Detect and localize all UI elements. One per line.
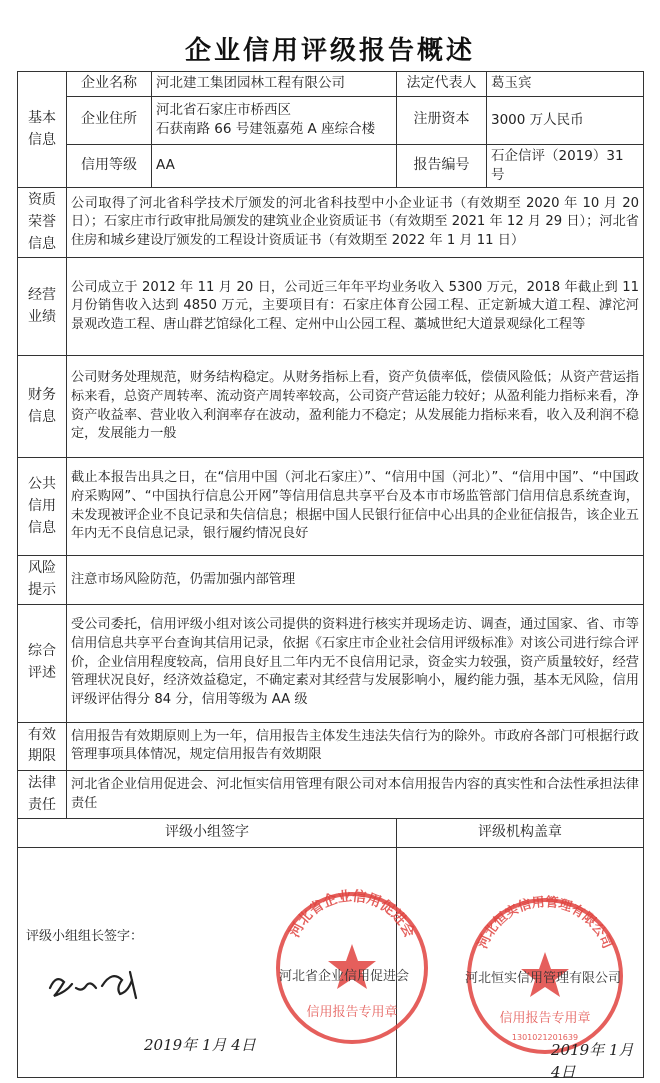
legal-text: 河北省企业信用促进会、河北恒实信用管理有限公司对本信用报告内容的真实性和合法性承担法律责任 xyxy=(67,771,644,819)
legal-rep-value: 葛玉宾 xyxy=(487,72,644,97)
basic-row-name xyxy=(18,72,644,97)
legal-row xyxy=(18,771,644,819)
section-risk: 风险提示 xyxy=(18,556,67,604)
rating-agency-seal-header: 评级机构盖章 xyxy=(397,819,644,848)
validity-row xyxy=(18,722,644,770)
rating-team-signature-header: 评级小组签字 xyxy=(18,819,397,848)
address-line-2: 石获南路 66 号建瓴嘉苑 A 座综合楼 xyxy=(156,121,376,138)
honors-row xyxy=(18,188,644,258)
risk-text: 注意市场风险防范，仍需加强内部管理 xyxy=(67,556,644,604)
company-name-label: 企业名称 xyxy=(67,72,152,97)
org2-name: 河北恒实信用管理有限公司 xyxy=(465,971,622,987)
grade-label: 信用等级 xyxy=(67,144,152,187)
section-validity: 有效期限 xyxy=(18,722,67,770)
capital-value: 3000 万人民币 xyxy=(487,96,644,144)
section-basic: 基本信息 xyxy=(18,72,67,188)
signature-row xyxy=(18,848,644,1078)
page-title: 企业信用评级报告概述 xyxy=(184,36,475,66)
report-table xyxy=(17,71,644,1081)
section-finance: 财务信息 xyxy=(18,356,67,458)
stamp2-code: 1301021201639 xyxy=(511,1033,579,1043)
capital-label: 注册资本 xyxy=(397,96,487,144)
section-public: 公共信用信息 xyxy=(18,458,67,556)
finance-row xyxy=(18,356,644,458)
comprehensive-text: 受公司委托，信用评级小组对该公司提供的资料进行核实并现场走访、调查，通过国家、省、市等信用信息共享平台查询其信用记录，依据《石家庄市企业社会信用评级标准》对该公司进行综合评价，企业信用程度较高，信用良好且二年内无不良信用记录，资金实力较强，资产质量较好，经营管理状况良好，经济效益稳定，不确定素对其经营与发展影响小，履约能力强，基本无风险，信用评级评估得分 84 分，信用等级为 AA 级 xyxy=(67,604,644,722)
signature-header-row xyxy=(18,819,644,848)
right-signature-date: 2019年 1月4日 xyxy=(551,1041,634,1081)
performance-text: 公司成立于 2012 年 11 月 20 日，公司近三年年平均业务收入 5300 万元，2018 年截止到 11 月份销售收入达到 4850 万元，主要项目有：石家庄体育公园工程、正定新城大道工程、滹沱河景观改造工程、唐山群艺馆绿化工程、定州中山公园工程、藁城世纪大道景观绿化工程等 xyxy=(67,258,644,356)
honors-text: 公司取得了河北省科学技术厅颁发的河北省科技型中小企业证书（有效期至 2020 年 10 月 20 日）；石家庄市行政审批局颁发的建筑业企业资质证书（有效期至 2021 年 12 月 29 日）；河北省住房和城乡建设厅颁发的工程设计资质证书（有效期至 2022 年 1 月 11 日） xyxy=(67,188,644,258)
report-number-label: 报告编号 xyxy=(397,144,487,187)
public-row xyxy=(18,458,644,556)
section-performance: 经营业绩 xyxy=(18,258,67,356)
handwritten-signature xyxy=(44,958,154,1008)
signature-left-cell xyxy=(18,848,418,1078)
address-line-1: 河北省石家庄市桥西区 xyxy=(156,102,291,119)
stamp1-arc-text: 河北省企业信用促进会 xyxy=(286,888,418,941)
grade-value: AA xyxy=(152,144,397,187)
left-signature-date: 2019年 1月 4日 xyxy=(144,1036,256,1055)
team-leader-signature-label: 评级小组组长签字： xyxy=(26,929,144,945)
section-legal: 法律责任 xyxy=(18,771,67,819)
public-text: 截止本报告出具之日，在“信用中国（河北石家庄）”、“信用中国（河北）”、“信用中国”、“中国政府采购网”、“中国执行信息公开网”等信用信息共享平台及本市市场监管部门信用信息系统查询，未发现被评企业不良记录和失信信息；根据中国人民银行征信中心出具的企业征信报告，该企业五年内无不良信息记录，银行履约情况良好 xyxy=(67,458,644,556)
section-comprehensive: 综合评述 xyxy=(18,604,67,722)
address-label: 企业住所 xyxy=(67,96,152,144)
stamp2-arc-text: 河北恒实信用管理有限公司 xyxy=(475,895,615,952)
risk-row xyxy=(18,556,644,604)
company-name-value: 河北建工集团园林工程有限公司 xyxy=(152,72,397,97)
org1-name: 河北省企业信用促进会 xyxy=(279,969,410,985)
stamp1-bottom-text: 信用报告专用章 xyxy=(306,1005,398,1021)
performance-row xyxy=(18,258,644,356)
report-number-value: 石企信评（2019）31 号 xyxy=(487,144,644,187)
comprehensive-row xyxy=(18,604,644,722)
address-value xyxy=(152,96,397,144)
basic-row-grade xyxy=(18,144,644,187)
legal-rep-label: 法定代表人 xyxy=(397,72,487,97)
stamp2-bottom-text: 信用报告专用章 xyxy=(499,1011,591,1027)
finance-text: 公司财务处理规范，财务结构稳定。从财务指标上看，资产负债率低，偿债风险低；从资产营运指标来看，总资产周转率、流动资产周转率较高，公司资产营运能力较好；从盈利能力指标来看，净资产收益率、营业收入利润率存在波动，盈利能力不稳定；从发展能力指标来看，收入及利润不稳定，发展能力一般 xyxy=(67,356,644,458)
basic-row-address xyxy=(18,96,644,144)
section-honors: 资质荣誉信息 xyxy=(18,188,67,258)
signature-right-cell xyxy=(397,848,644,1081)
validity-text: 信用报告有效期原则上为一年，信用报告主体发生违法失信行为的除外。市政府各部门可根据行政管理事项具体情况，规定信用报告有效期限 xyxy=(67,722,644,770)
